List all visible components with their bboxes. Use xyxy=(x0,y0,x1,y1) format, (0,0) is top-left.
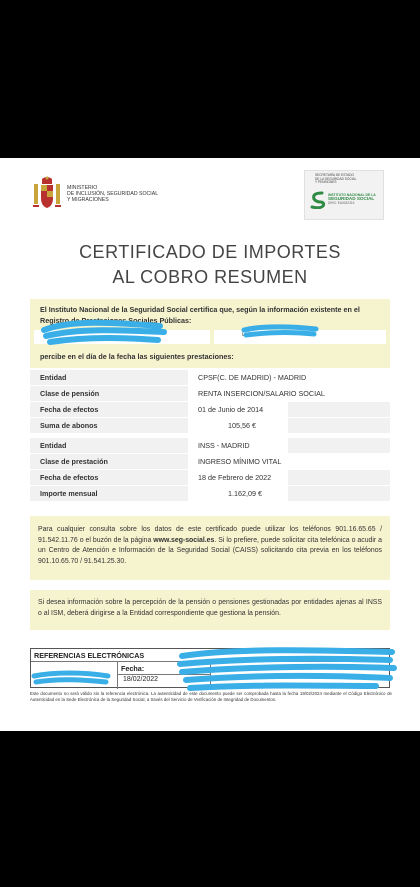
certificate-page xyxy=(0,158,420,731)
ministry-name xyxy=(67,185,158,203)
coat-of-arms-icon xyxy=(32,176,62,210)
row-value: 1.162,09 € xyxy=(228,489,262,498)
row-label: Importe mensual xyxy=(40,489,98,498)
external-entities-text: Si desea información sobre la percepción de la pensión o pensiones gestionadas por entidades ajenas al INSS o al ISM, deberá dirigirse a la Entidad correspondiente que gestiona la pensión. xyxy=(38,599,382,617)
id-partial-text: Lvi xyxy=(242,332,250,338)
intro-block xyxy=(30,299,390,368)
ss-secretary-line: Y PENSIONES xyxy=(315,180,337,185)
table-row xyxy=(30,486,390,502)
external-entities-block xyxy=(30,590,390,630)
ss-secretary-line: SECRETARÍA DE ESTADO xyxy=(315,173,355,177)
beneficiary-id-field xyxy=(214,330,386,344)
table-row xyxy=(30,470,390,486)
ministry-line: MINISTERIO xyxy=(67,185,98,191)
references-title: REFERENCIAS ELECTRÓNICAS xyxy=(34,651,145,660)
website-link[interactable]: www.seg-social.es xyxy=(153,536,215,544)
ministry-logo xyxy=(32,176,182,216)
row-value: INSS - MADRID xyxy=(198,441,250,450)
row-value: CPSF(C. DE MADRID) - MADRID xyxy=(198,373,307,382)
contact-text: Para cualquier consulta sobre los datos de este certificado puede utilizar los teléfonos 901.16.65.65 / 91.542.11.76 o el buzón de la página xyxy=(38,526,382,544)
row-value: 105,56 € xyxy=(228,421,256,430)
ministry-line: Y MIGRACIONES xyxy=(67,197,109,203)
ss-institute-label: INSTITUTO NACIONAL DE LA xyxy=(328,193,376,197)
references-date xyxy=(117,663,211,687)
contact-info-block xyxy=(30,516,390,580)
intro-statement: El Instituto Nacional de la Seguridad Social certifica que, según la información existente en el Registro de Prestaciones Sociales Públicas: xyxy=(40,305,360,325)
ss-dir-code: DIRG: EA0042315 xyxy=(328,201,355,206)
ministry-line: DE INCLUSIÓN, SEGURIDAD SOCIAL xyxy=(67,191,159,197)
contact-text-continued: . Si lo prefiere, puede solicitar cita telefónica o acudir a un Centro de Atención e Información de la Seguridad Social (CAISS) solicitando cita previa en los teléfonos 901.10.65.70 / 91.541.25.30. xyxy=(38,536,383,565)
row-label: Clase de prestación xyxy=(40,457,108,466)
beneficiary-name-field xyxy=(34,330,210,344)
table-row xyxy=(30,438,390,454)
title-line-2: AL COBRO RESUMEN xyxy=(112,267,308,287)
row-label: Fecha de efectos xyxy=(40,473,99,482)
perceive-statement: percibe en el día de la fecha las siguientes prestaciones: xyxy=(40,352,234,361)
row-value: 18 de Febrero de 2022 xyxy=(198,473,272,482)
table-row xyxy=(30,370,390,386)
title-line-1: CERTIFICADO DE IMPORTES xyxy=(79,242,341,262)
validity-footnote: Este documento no será válido sin la referencia electrónica. La autenticidad de este documento puede ser comprobada hasta la fecha 19/02/2024 mediante el Código Electrónico de Autenticidad en la Sede Electrónica de la Seguridad Social, a través del Servicio de Verificación de Integridad de Documentos. xyxy=(30,691,392,703)
row-label: Suma de abonos xyxy=(40,421,98,430)
row-value: RENTA INSERCION/SALARIO SOCIAL xyxy=(198,389,325,398)
seguridad-social-icon xyxy=(310,191,326,209)
document-title xyxy=(0,240,420,290)
row-label: Entidad xyxy=(40,373,67,382)
table-row xyxy=(30,454,390,470)
table-row xyxy=(30,418,390,434)
seguridad-social-logo xyxy=(304,170,384,220)
benefit-table-1 xyxy=(30,370,390,434)
row-label: Entidad xyxy=(40,441,67,450)
electronic-references xyxy=(30,648,390,688)
table-row xyxy=(30,402,390,418)
row-value: 01 de Junio de 2014 xyxy=(198,405,264,414)
ss-institute-name: SEGURIDAD SOCIAL xyxy=(328,196,375,202)
date-label: Fecha: xyxy=(121,664,145,673)
table-row xyxy=(30,386,390,402)
row-label: Fecha de efectos xyxy=(40,405,99,414)
date-value: 18/02/2022 xyxy=(123,676,159,683)
benefit-table-2 xyxy=(30,438,390,502)
row-label: Clase de pensión xyxy=(40,389,100,398)
ss-secretary-line: DE LA SEGURIDAD SOCIAL xyxy=(315,176,357,181)
row-value: INGRESO MÍNIMO VITAL xyxy=(198,457,282,466)
